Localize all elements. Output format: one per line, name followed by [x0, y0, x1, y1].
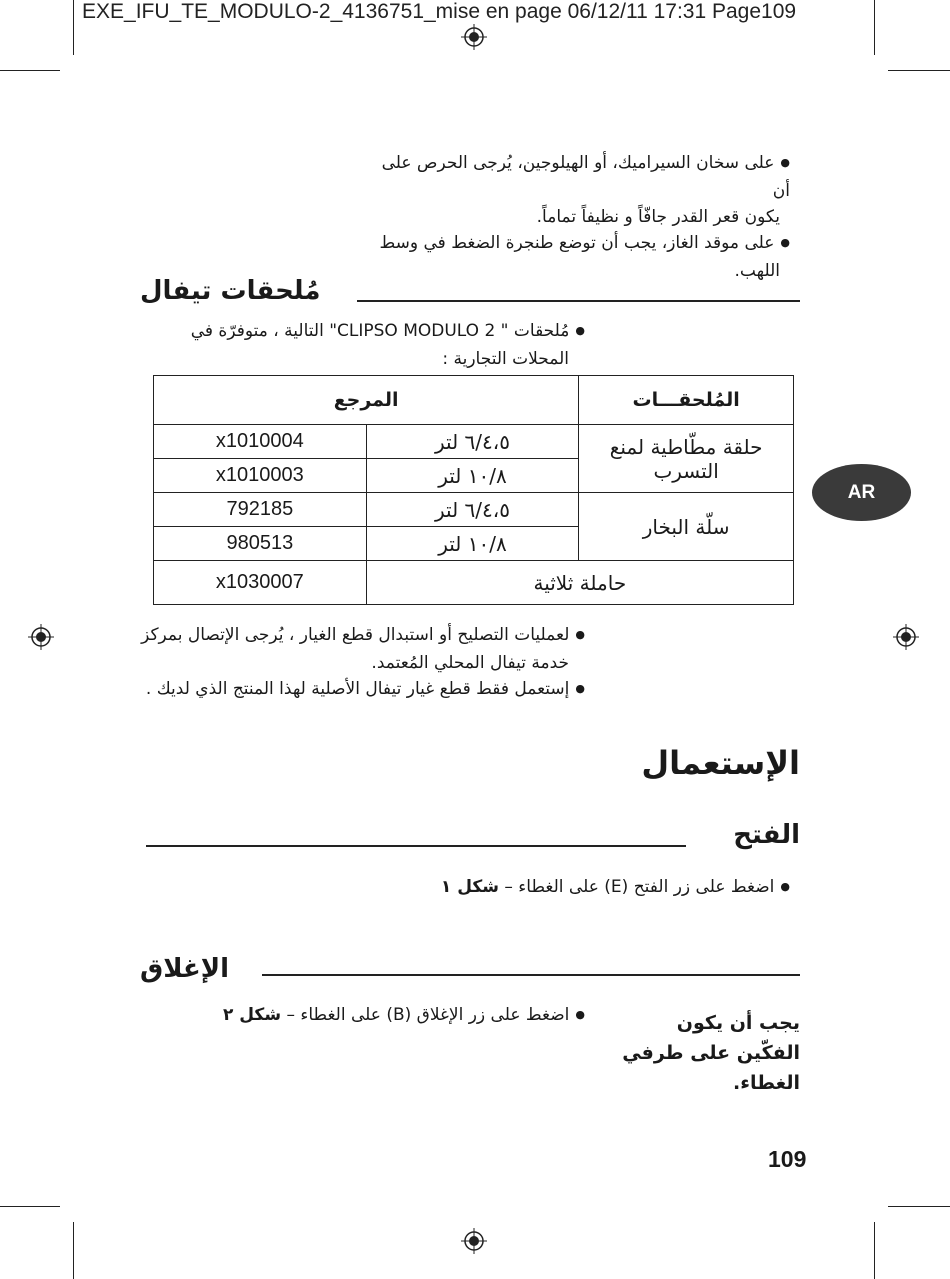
usage-title: الإستعمال	[641, 744, 800, 782]
registration-mark-left	[28, 624, 54, 650]
col-reference-header: المرجع	[154, 376, 579, 425]
accessories-title: مُلحقات تيفال	[140, 276, 321, 306]
intro-bullet-ceramic	[360, 150, 790, 204]
closing-side-note	[620, 1008, 800, 1098]
service-note-repair	[140, 622, 585, 650]
service-note-original-parts	[140, 676, 585, 704]
crop-mark-bottom-left-v	[73, 1222, 74, 1279]
col-accessories-header: المُلحقـــات	[579, 376, 794, 425]
opening-title-rule	[146, 845, 686, 847]
accessory-name-cell: حاملة ثلاثية	[366, 561, 793, 605]
registration-mark-bottom	[461, 1228, 487, 1254]
opening-step-line	[360, 874, 790, 902]
table-row	[154, 561, 794, 605]
closing-title: الإغلاق	[140, 954, 230, 984]
accessories-table	[153, 375, 794, 605]
closing-step-text: اضغط على زر الإغلاق (B) على الغطاء –	[286, 1005, 570, 1025]
intro-bullet-gas-line2: اللهب.	[734, 261, 780, 281]
ref-cell: x1010004	[154, 425, 367, 459]
opening-title: الفتح	[733, 820, 800, 850]
table-header-row	[154, 376, 794, 425]
size-cell: ١٠/٨ لتر	[366, 459, 579, 493]
ref-cell: x1010003	[154, 459, 367, 493]
closing-side-note-line1: يجب أن يكون	[676, 1012, 800, 1034]
crop-mark-bottom-right-v	[874, 1222, 875, 1279]
crop-mark-bottom-left-h	[0, 1206, 60, 1207]
ref-cell: x1030007	[154, 561, 367, 605]
closing-fig-ref: شكل ٢	[222, 1005, 282, 1025]
accessories-title-rule	[357, 300, 800, 302]
crop-mark-bottom-right-h	[888, 1206, 950, 1207]
intro-bullet-ceramic-line1: على سخان السيراميك، أو الهيلوجين، يُرجى الحرص على أن	[381, 153, 790, 201]
service-note-repair-line2: خدمة تيفال المحلي المُعتمد.	[371, 653, 569, 673]
size-cell: ١٠/٨ لتر	[366, 527, 579, 561]
closing-step	[200, 1002, 585, 1030]
closing-side-note-line3: الغطاء.	[733, 1072, 800, 1094]
service-note-original-parts-text: إستعمل فقط قطع غيار تيفال الأصلية لهذا المنتج الذي لديك .	[145, 679, 570, 699]
registration-mark-top	[461, 24, 487, 50]
intro-bullet-gas-line1: على موقد الغاز، يجب أن توضع طنجرة الضغط في وسط	[379, 233, 775, 253]
crop-mark-top-left-v	[73, 0, 74, 55]
crop-mark-top-right-v	[874, 0, 875, 55]
closing-step-line	[200, 1002, 585, 1030]
print-slug: EXE_IFU_TE_MODULO-2_4136751_mise en page 06/12/11 17:31 Page109	[82, 0, 797, 23]
crop-mark-top-right-h	[888, 70, 950, 71]
accessory-name-cell: سلّة البخار	[579, 493, 794, 561]
accessories-intro-line2: المحلات التجارية :	[442, 349, 569, 369]
table-row	[154, 425, 794, 459]
registration-mark-right	[893, 624, 919, 650]
intro-bullet-gas	[360, 230, 790, 258]
language-tab-badge: AR	[812, 464, 911, 521]
opening-step-text: اضغط على زر الفتح (E) على الغطاء –	[504, 877, 775, 897]
table-row	[154, 493, 794, 527]
ref-cell: 792185	[154, 493, 367, 527]
accessory-name-cell: حلقة مطّاطية لمنع التسرب	[579, 425, 794, 493]
ref-cell: 980513	[154, 527, 367, 561]
intro-bullet-ceramic-line2: يكون قعر القدر جافّاً و نظيفاً تماماً.	[536, 207, 780, 227]
opening-step	[360, 874, 790, 902]
service-note-repair-line1: لعمليات التصليح أو استبدال قطع الغيار ، يُرجى الإتصال بمركز	[141, 625, 570, 645]
crop-mark-top-left-h	[0, 70, 60, 71]
page-number: 109	[768, 1146, 807, 1172]
size-cell: ٦/٤،٥ لتر	[366, 425, 579, 459]
intro-bullets	[360, 150, 790, 284]
opening-fig-ref: شكل ١	[440, 877, 499, 897]
accessories-intro-text: مُلحقات " CLIPSO MODULO 2" التالية ، متوفرّة في	[190, 321, 570, 341]
closing-side-note-line2: الفكّين على طرفي	[622, 1042, 800, 1064]
accessories-intro	[140, 318, 585, 372]
size-cell: ٦/٤،٥ لتر	[366, 493, 579, 527]
closing-title-rule	[262, 974, 800, 976]
accessories-intro-line1	[140, 318, 585, 346]
service-notes	[140, 622, 585, 704]
